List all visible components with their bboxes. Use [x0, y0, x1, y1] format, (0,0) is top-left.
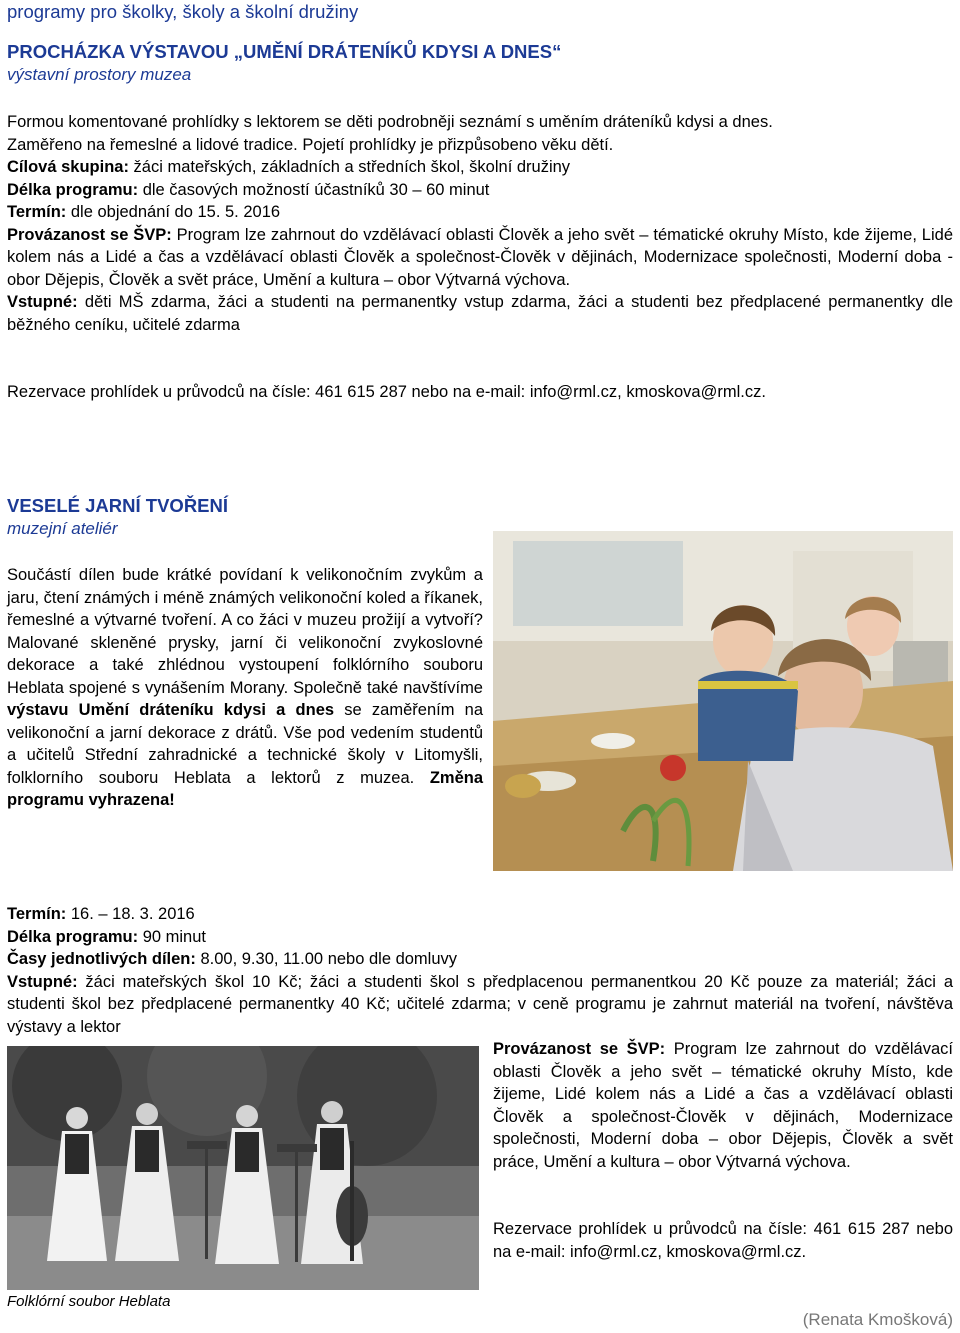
program2-subtitle: muzejní ateliér [7, 519, 118, 538]
children-crafting-image [493, 531, 953, 871]
program1-svp [7, 224, 953, 292]
workshop-photo [493, 531, 953, 871]
program1-reservation: Rezervace prohlídek u průvodců na čísle: 461 615 287 nebo na e-mail: info@rml.cz, kmoskova@rml.cz. [7, 383, 766, 401]
label: Termín: [7, 203, 67, 221]
program2-term [7, 903, 953, 926]
change-notice: Změna programu vyhrazena! [7, 768, 483, 809]
program2-details [7, 903, 953, 1038]
description-text-2: se zaměřením na velikonoční a jarní dekorace z drátů. Vše pod vedením studentů a učitelů Střední zahradnické a technické školy v Litomyšli, folklorního souboru Heblata a lektorů z muzea. [7, 701, 484, 787]
program1-fee [7, 291, 953, 336]
value: žáci mateřských, základních a středních škol, školní družiny [128, 158, 571, 176]
description-text: Součástí dílen bude krátké povídaní k velikonočním zvykům a jaru, čtení známých i méně známých velikonoční koled a říkanek, řemeslné a výtvarné tvoření. A co žáci v muzeu prožijí a vytvoří? Malované skleněné prysky, jarní či velikonoční zvykoslovné dekorace a také zhlédnou vystoupení folklórního souboru Heblata spojené s vynášením Morany. Společně také navštívíme [7, 566, 483, 697]
program2-fee [7, 971, 953, 1039]
exhibition-highlight: výstavu Umění dráteníku kdysi a dnes [7, 701, 335, 719]
program2-times [7, 948, 953, 971]
section-category: programy pro školky, školy a školní družiny [7, 1, 359, 22]
program1-length [7, 179, 953, 202]
label: Termín: [7, 905, 67, 923]
label: Délka programu: [7, 927, 139, 946]
folklore-ensemble-image [7, 1046, 479, 1290]
folklore-photo [7, 1046, 479, 1290]
photo-caption: Folklórní soubor Heblata [7, 1293, 171, 1310]
label: Provázanost se ŠVP: [7, 225, 172, 244]
value: děti MŠ zdarma, žáci a studenti na permanentky vstup zdarma, žáci a studenti bez předplacené permanentky dle běžného ceníku, učitelé zdarma [7, 293, 953, 334]
label: Cílová skupina: [7, 158, 129, 176]
program1-subtitle: výstavní prostory muzea [7, 65, 192, 84]
program1-title: PROCHÁZKA VÝSTAVOU „UMĚNÍ DRÁTENÍKŮ KDYSI A DNES“ [7, 41, 562, 62]
value: dle objednání do 15. 5. 2016 [66, 203, 281, 221]
author-signature: (Renata Kmošková) [802, 1310, 953, 1329]
program1-intro-line2: Zaměřeno na řemeslné a lidové tradice. Pojetí prohlídky je přizpůsobeno věku dětí. [7, 135, 614, 154]
program2-reservation: Rezervace prohlídek u průvodců na čísle: 461 615 287 nebo na e-mail: info@rml.cz, kmoskova@rml.cz. [493, 1220, 953, 1261]
program2-svp [493, 1038, 953, 1173]
label: Vstupné: [7, 972, 78, 991]
label: Provázanost se ŠVP: [493, 1040, 666, 1058]
value: Program lze zahrnout do vzdělávací oblasti Člověk a jeho svět – tématické okruhy Místo, kde žijeme, Lidé kolem nás a Lidé a čas a vzdělávací oblasti Člověk a společnost-Člověk v dějinách, Modernizace společnosti, Moderní doba – obor Dějepis, Člověk a svět práce, Umění a kultura – obor Výtvarná výchova. [493, 1040, 953, 1171]
value: žáci mateřských škol 10 Kč; žáci a studenti škol s předplacenou permanentkou 20 Kč pouze za materiál; žáci a studenti škol bez předplacené permanentky 40 Kč; učitelé zdarma; v ceně programu je zahrnut materiál na tvoření, návštěva výstavy a lektor [7, 972, 953, 1036]
label: Časy jednotlivých dílen: [7, 950, 196, 968]
program2-description [7, 564, 483, 812]
program1-target [7, 156, 953, 179]
label: Vstupné: [7, 293, 78, 311]
program2-title: VESELÉ JARNÍ TVOŘENÍ [7, 495, 229, 516]
program1-term [7, 201, 953, 224]
value: Program lze zahrnout do vzdělávací oblasti Člověk a jeho svět – tématické okruhy Místo, kde žijeme, Lidé kolem nás a Lidé a čas a vzdělávací oblasti Člověk a společnost-Člověk v dějinách, Modernizace společnosti, Moderní doba - obor Dějepis, Člověk a svět práce, Umění a kultura – obor Výtvarná výchova. [7, 225, 953, 289]
program1-intro-line1: Formou komentované prohlídky s lektorem se děti podrobněji seznámí s uměním dráteníků kdysi a dnes. [7, 113, 773, 131]
value: 8.00, 9.30, 11.00 nebo dle domluvy [195, 950, 458, 968]
label: Délka programu: [7, 180, 139, 199]
value: 90 minut [138, 927, 206, 946]
value: 16. – 18. 3. 2016 [66, 905, 195, 923]
value: dle časových možností účastníků 30 – 60 minut [138, 180, 490, 199]
program1-details [7, 111, 953, 336]
program2-length [7, 926, 953, 949]
